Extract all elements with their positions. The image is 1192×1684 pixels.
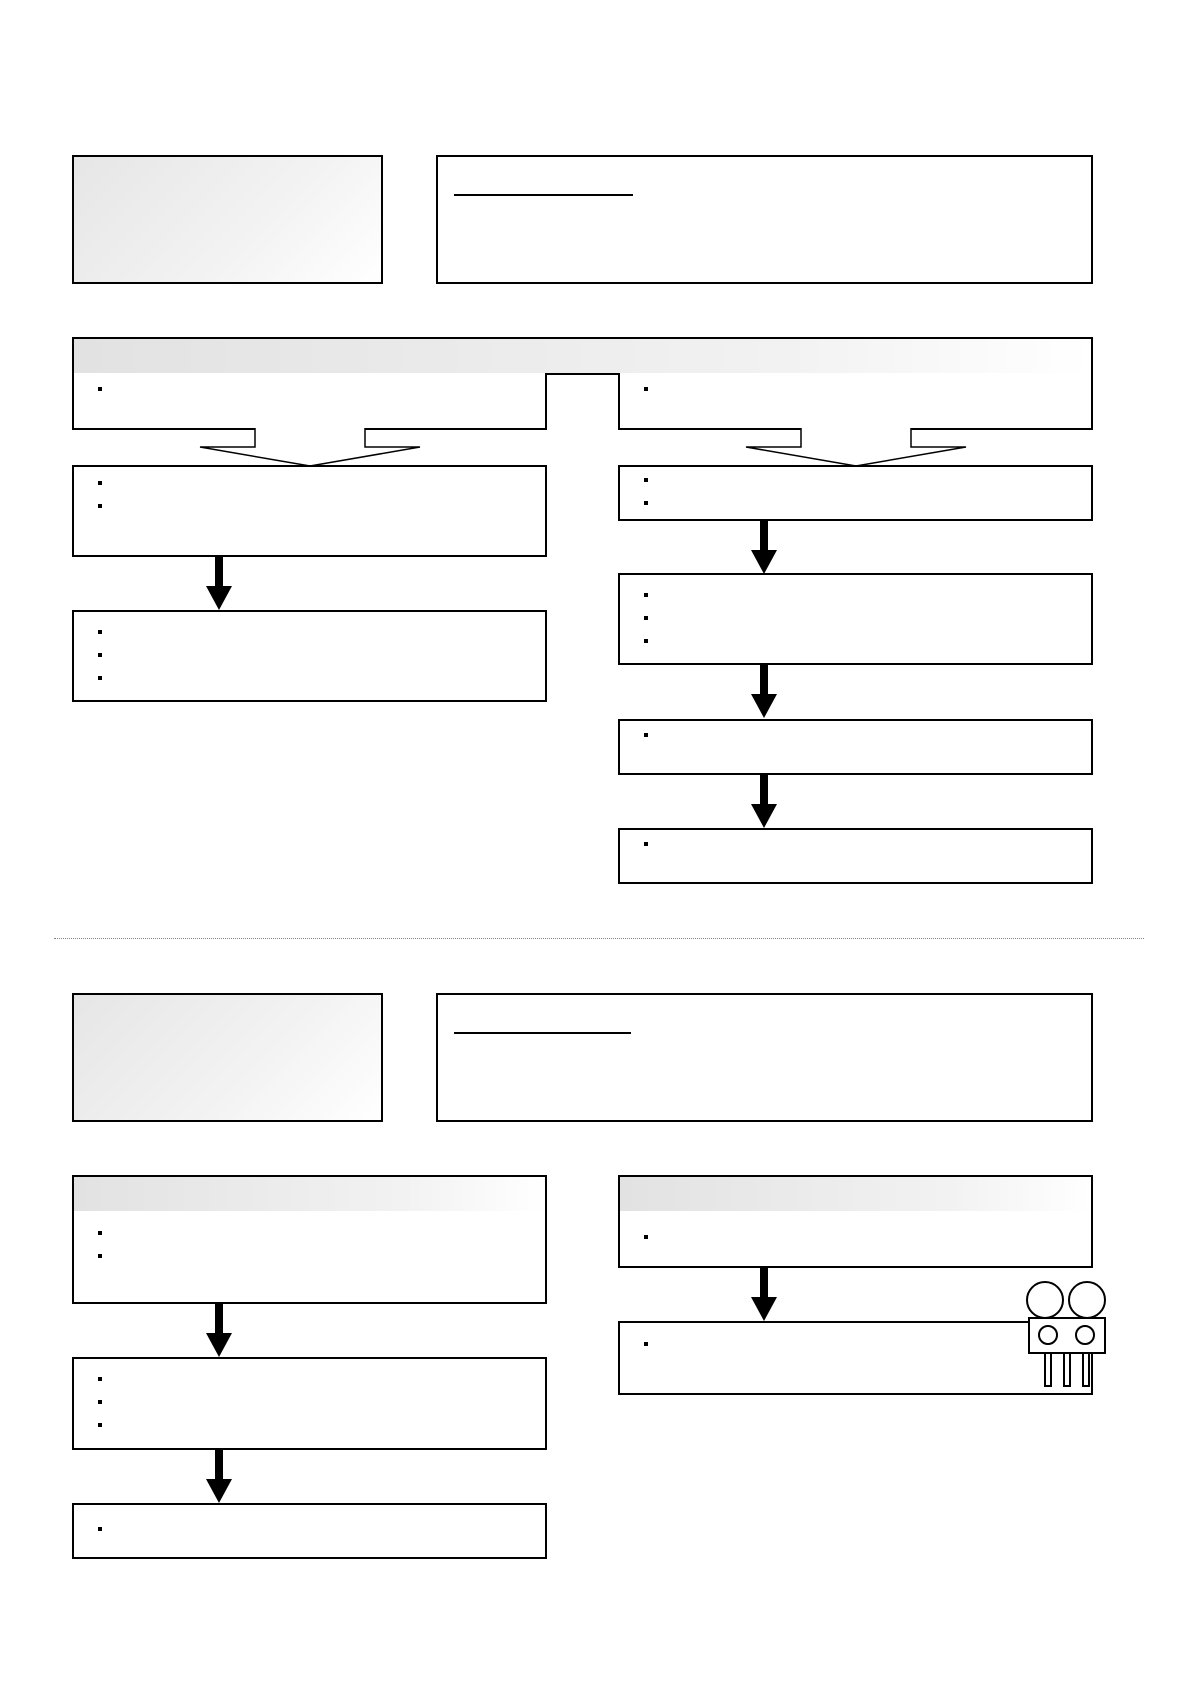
list-item [644,607,656,630]
section1-left-merge-arrow [195,427,440,467]
list-item [644,378,656,401]
section-divider [54,938,1144,939]
section2-left-box2 [72,1357,547,1450]
section1-right-box2-list [644,584,656,653]
list-item [98,621,110,644]
list-item [98,378,110,401]
section1-right-box4 [618,828,1093,884]
list-item [644,492,656,515]
list-item [98,644,110,667]
section1-left-box1 [72,465,547,557]
section1-info-title-underline [454,194,633,196]
list-item [644,584,656,607]
list-item [644,469,656,492]
section1-info-box [436,155,1093,284]
section1-header-bar [72,337,1093,375]
section1-right-arrow-1 [749,521,779,575]
section1-left-box1-list [98,472,110,518]
section2-right-arrow-1 [749,1268,779,1322]
section2-left-box1-list [98,1222,110,1268]
list-item [644,833,656,856]
section1-right-box4-list [644,833,656,856]
section2-left-arrow-2 [204,1450,234,1504]
film-projector-icon [1026,1280,1112,1388]
list-item [644,630,656,653]
section2-right-box1-list [644,1226,656,1249]
list-item [644,724,656,747]
section2-left-box3 [72,1503,547,1559]
section2-info-title-underline [454,1032,631,1034]
section2-left-box2-list [98,1368,110,1437]
section2-right-box1 [618,1211,1093,1268]
section1-right-top-list [644,378,656,401]
section1-right-top-box [618,373,1093,430]
section2-right-header-bar [618,1175,1093,1213]
section1-right-box3 [618,719,1093,775]
section2-left-box1 [72,1211,547,1304]
section1-right-box3-list [644,724,656,747]
list-item [98,667,110,690]
section2-right-box2-list [644,1333,656,1356]
section1-right-box1-list [644,469,656,515]
section1-right-box1 [618,465,1093,521]
section1-left-top-box [72,373,547,430]
list-item [98,1414,110,1437]
section2-label-box [72,993,383,1122]
list-item [644,1333,656,1356]
list-item [98,1518,110,1541]
section2-right-box2 [618,1321,1093,1395]
list-item [98,1222,110,1245]
section1-right-merge-arrow [741,427,986,467]
list-item [98,495,110,518]
section2-left-header-bar [72,1175,547,1213]
list-item [98,1368,110,1391]
section1-label-box [72,155,383,284]
list-item [98,472,110,495]
list-item [98,1391,110,1414]
section1-right-arrow-2 [749,665,779,719]
section1-left-top-list [98,378,110,401]
section1-right-arrow-3 [749,775,779,829]
section1-left-box2-list [98,621,110,690]
section1-left-box2 [72,610,547,702]
section2-left-arrow-1 [204,1304,234,1358]
list-item [644,1226,656,1249]
section2-info-box [436,993,1093,1122]
section1-right-box2 [618,573,1093,665]
section2-left-box3-list [98,1518,110,1541]
list-item [98,1245,110,1268]
section1-left-arrow-1 [204,557,234,611]
